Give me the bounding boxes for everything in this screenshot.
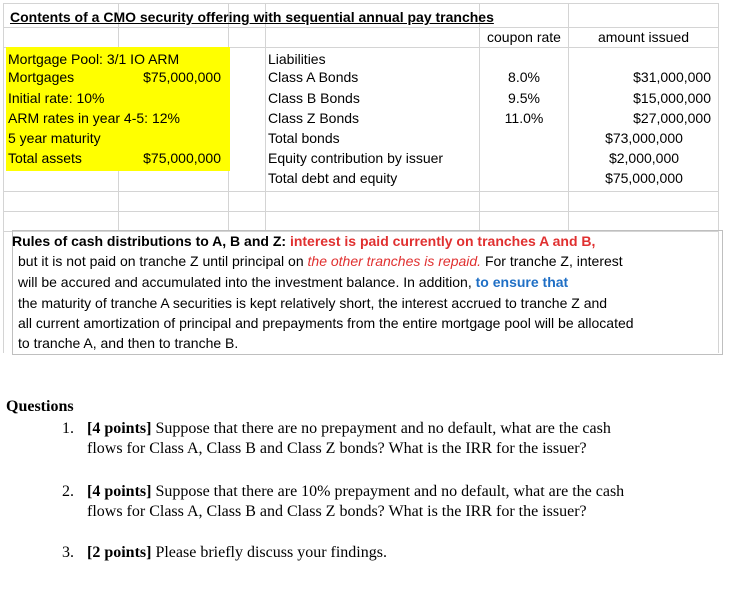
grid-line bbox=[3, 3, 4, 353]
amount-issued-header: amount issued bbox=[597, 29, 690, 45]
grid-line bbox=[3, 3, 719, 4]
maturity: 5 year maturity bbox=[8, 130, 101, 146]
question-text: Suppose that there are no prepayment and no default, what are the cash bbox=[155, 420, 611, 437]
liabilities-header: Liabilities bbox=[268, 51, 326, 67]
row-label: Class B Bonds bbox=[268, 90, 360, 106]
rules-blue-text: to ensure that bbox=[475, 274, 569, 290]
sheet-title: Contents of a CMO security offering with sequential annual pay tranches bbox=[10, 9, 494, 25]
rules-text-segment: but it is not paid on tranche Z until principal on bbox=[18, 253, 304, 269]
row-amount: $2,000,000 bbox=[608, 150, 680, 166]
row-amount: $15,000,000 bbox=[633, 90, 711, 106]
rules-line: all current amortization of principal and prepayments from the entire mortgage pool will be allocated bbox=[18, 315, 634, 331]
row-amount: $31,000,000 bbox=[633, 69, 711, 85]
row-label: Class A Bonds bbox=[268, 69, 359, 85]
coupon-rate-header: coupon rate bbox=[487, 29, 561, 45]
question-3 bbox=[87, 543, 727, 563]
rules-text-segment: For tranche Z, interest bbox=[484, 253, 623, 269]
row-amount: $73,000,000 bbox=[605, 130, 683, 146]
row-coupon: 11.0% bbox=[504, 110, 544, 126]
spreadsheet bbox=[3, 3, 719, 353]
rules-line bbox=[12, 233, 595, 249]
pool-description: Mortgage Pool: 3/1 IO ARM bbox=[8, 51, 180, 67]
question-text: Suppose that there are 10% prepayment and no default, what are the cash bbox=[155, 483, 625, 500]
question-text: Please briefly discuss your findings. bbox=[155, 544, 387, 561]
question-number: 1. bbox=[62, 420, 74, 437]
rules-line bbox=[18, 274, 568, 290]
row-label: Equity contribution by issuer bbox=[268, 150, 444, 166]
rules-line: the maturity of tranche A securities is kept relatively short, the interest accrued to tranche Z and bbox=[18, 295, 608, 311]
rules-red-text: interest is paid currently on tranches A and B, bbox=[289, 233, 596, 249]
arm-rates: ARM rates in year 4-5: 12% bbox=[8, 110, 180, 126]
question-1 bbox=[87, 419, 727, 459]
mortgages-label: Mortgages bbox=[8, 69, 75, 85]
initial-rate: Initial rate: 10% bbox=[8, 90, 105, 106]
grid-line bbox=[3, 191, 719, 192]
row-label: Total debt and equity bbox=[268, 170, 398, 186]
question-points: [2 points] bbox=[87, 544, 152, 561]
grid-line bbox=[3, 27, 719, 28]
mortgages-value: $75,000,000 bbox=[143, 69, 221, 85]
total-assets-value: $75,000,000 bbox=[143, 150, 221, 166]
question-points: [4 points] bbox=[87, 483, 152, 500]
question-number: 2. bbox=[62, 483, 74, 500]
row-amount: $27,000,000 bbox=[633, 110, 711, 126]
questions-title: Questions bbox=[6, 398, 74, 415]
rules-lead: Rules of cash distributions to A, B and Z: bbox=[12, 233, 287, 249]
row-coupon: 9.5% bbox=[508, 90, 540, 106]
question-text: flows for Class A, Class B and Class Z bonds? What is the IRR for the issuer? bbox=[87, 440, 587, 457]
rules-line bbox=[18, 253, 623, 269]
question-number: 3. bbox=[62, 544, 74, 561]
rules-red-italic: the other tranches is repaid. bbox=[307, 253, 482, 269]
question-text: flows for Class A, Class B and Class Z bonds? What is the IRR for the issuer? bbox=[87, 503, 587, 520]
rules-line: to tranche A, and then to tranche B. bbox=[18, 335, 239, 351]
row-coupon: 8.0% bbox=[508, 69, 540, 85]
question-points: [4 points] bbox=[87, 420, 152, 437]
grid-line bbox=[265, 3, 266, 231]
row-label: Class Z Bonds bbox=[268, 110, 360, 126]
total-assets-label: Total assets bbox=[8, 150, 82, 166]
grid-line bbox=[3, 211, 719, 212]
rules-text-segment: will be accured and accumulated into the investment balance. In addition, bbox=[18, 274, 472, 290]
row-amount: $75,000,000 bbox=[605, 170, 683, 186]
question-2 bbox=[87, 482, 727, 522]
row-label: Total bonds bbox=[268, 130, 340, 146]
